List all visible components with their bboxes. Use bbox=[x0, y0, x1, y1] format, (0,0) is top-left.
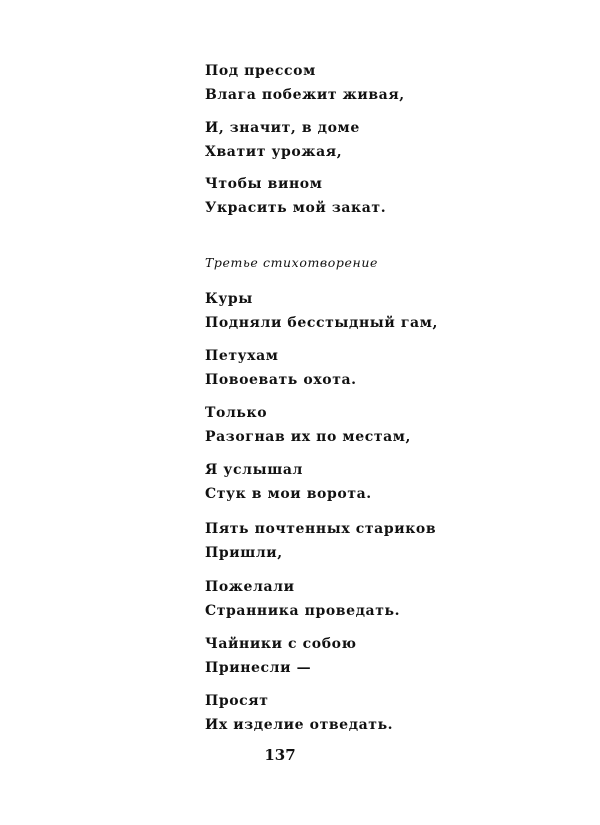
verse-line: Стук в мои ворота. bbox=[205, 486, 372, 502]
stanza bbox=[205, 172, 386, 220]
verse-line: Чайники с собою bbox=[205, 636, 357, 652]
verse-line: Петухам bbox=[205, 348, 279, 364]
verse-line: Украсить мой закат. bbox=[205, 200, 387, 216]
verse-line: Я услышал bbox=[205, 462, 303, 478]
stanza bbox=[205, 458, 372, 506]
verse-line: Пять почтенных стариков bbox=[205, 521, 437, 537]
stanza bbox=[205, 59, 405, 107]
verse-line: Только bbox=[205, 405, 268, 421]
verse-line: Пришли, bbox=[205, 545, 283, 561]
verse-line: Повоевать охота. bbox=[205, 372, 357, 388]
verse-line: Просят bbox=[205, 693, 269, 709]
verse-line: Куры bbox=[205, 291, 253, 307]
stanza bbox=[205, 517, 436, 565]
stanza bbox=[205, 689, 393, 737]
verse-line: Странника проведать. bbox=[205, 603, 401, 619]
verse-line: И, значит, в доме bbox=[205, 120, 360, 136]
page-number: 137 bbox=[264, 746, 296, 764]
verse-line: Под прессом bbox=[205, 63, 316, 79]
verse-line: Разогнав их по местам, bbox=[205, 429, 412, 445]
verse-line: Принесли — bbox=[205, 660, 312, 676]
stanza bbox=[205, 116, 360, 164]
stanza bbox=[205, 575, 400, 623]
verse-line: Подняли бесстыдный гам, bbox=[205, 315, 438, 331]
stanza bbox=[205, 344, 357, 392]
stanza bbox=[205, 287, 438, 335]
verse-line: Чтобы вином bbox=[205, 176, 323, 192]
verse-line: Влага побежит живая, bbox=[205, 87, 405, 103]
verse-line: Пожелали bbox=[205, 579, 295, 595]
verse-line: Хватит урожая, bbox=[205, 144, 343, 160]
stanza bbox=[205, 401, 411, 449]
verse-line: Их изделие отведать. bbox=[205, 717, 394, 733]
poem-heading: Третье стихотворение bbox=[205, 255, 378, 270]
stanza bbox=[205, 632, 357, 680]
